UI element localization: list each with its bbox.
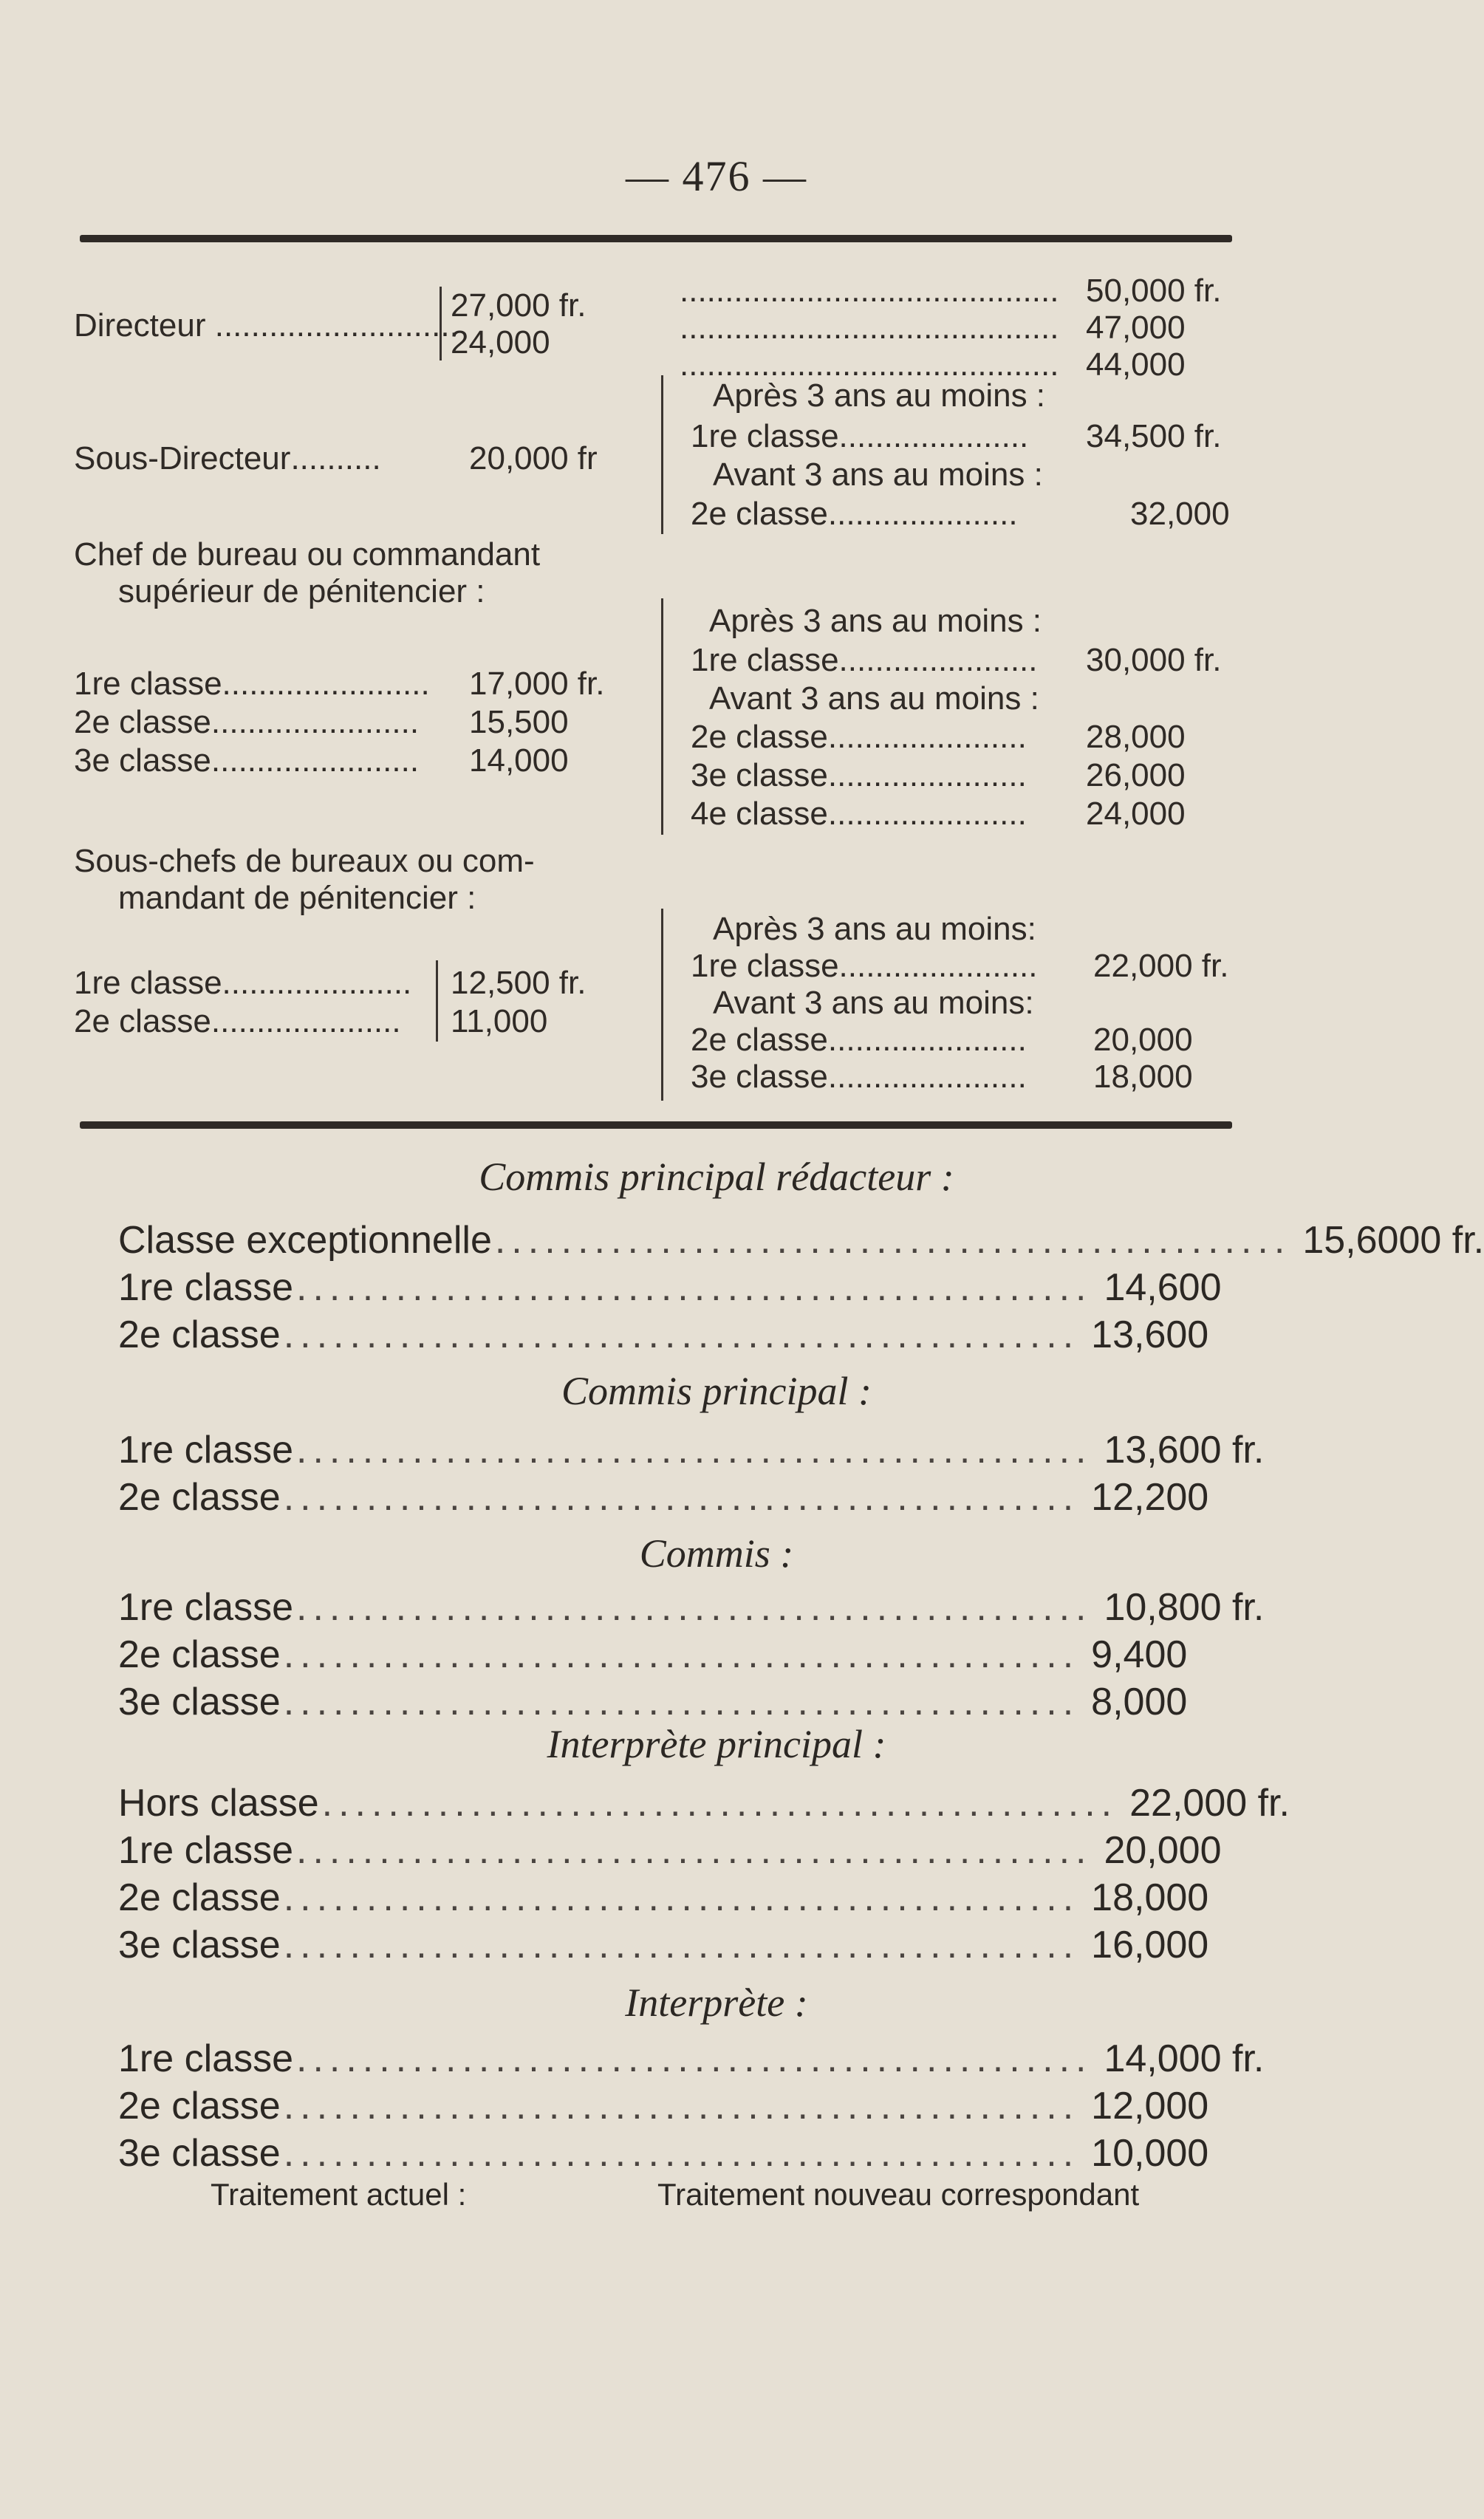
chef-bureau-new-class-1: 1re classe...................... [691, 642, 1038, 678]
sous-chefs-heading-2: mandant de pénitencier : [118, 880, 476, 916]
table-row: 2e classe ................................................ 12,000 [118, 2085, 1209, 2127]
sous-chefs-new-class-1: 1re classe...................... [691, 948, 1038, 984]
sous-directeur-label: Sous-Directeur.......... [74, 440, 381, 476]
chef-bureau-before: Avant 3 ans au moins : [709, 680, 1039, 717]
table-row: 3e classe ................................................ 8,000 [118, 1681, 1188, 1723]
brace [661, 375, 663, 534]
footer-right: Traitement nouveau correspondant [657, 2177, 1140, 2212]
sous-directeur-class-2: 2e classe..................... [691, 496, 1018, 532]
section-title: Interprète principal : [547, 1722, 886, 1766]
directeur-label: Directeur ........................... [74, 307, 459, 344]
table-row: 3e classe ................................................ 16,000 [118, 1924, 1209, 1966]
directeur-new-value-3: 44,000 [1086, 346, 1186, 383]
brace [661, 909, 663, 1101]
chef-bureau-new-value-3: 26,000 [1086, 757, 1186, 793]
brace [436, 960, 438, 1042]
chef-bureau-current-3: 14,000 [469, 742, 569, 779]
chef-bureau-class-2: 2e classe....................... [74, 704, 420, 740]
table-row: 1re classe ................................................ 13,600 fr. [118, 1429, 1265, 1472]
sous-directeur-value-2: 32,000 [1130, 496, 1230, 532]
section-title: Commis principal rédacteur : [479, 1155, 954, 1199]
directeur-new-1: .......................................... [680, 273, 1059, 309]
sous-chefs-current-2: 11,000 [451, 1003, 548, 1039]
sous-directeur-class-1: 1re classe..................... [691, 418, 1029, 454]
chef-bureau-after: Après 3 ans au moins : [709, 603, 1042, 639]
sous-chefs-after: Après 3 ans au moins: [713, 911, 1036, 947]
footer-left: Traitement actuel : [211, 2177, 467, 2212]
section-title: Interprète : [625, 1980, 808, 2025]
chef-bureau-new-class-4: 4e classe...................... [691, 796, 1027, 832]
sous-chefs-class-2: 2e classe..................... [74, 1003, 401, 1039]
chef-bureau-new-value-1: 30,000 fr. [1086, 642, 1222, 678]
sous-chefs-new-class-2: 2e classe...................... [691, 1022, 1027, 1058]
chef-bureau-class-1: 1re classe....................... [74, 666, 430, 702]
sous-chefs-before: Avant 3 ans au moins: [713, 985, 1034, 1021]
directeur-current-1: 27,000 fr. [451, 287, 587, 324]
chef-bureau-class-3: 3e classe....................... [74, 742, 420, 779]
chef-bureau-heading-2: supérieur de pénitencier : [118, 573, 485, 609]
sous-chefs-new-class-3: 3e classe...................... [691, 1059, 1027, 1095]
sous-chefs-new-value-2: 20,000 [1093, 1022, 1193, 1058]
chef-bureau-new-value-4: 24,000 [1086, 796, 1186, 832]
brace [440, 287, 442, 360]
table-row: 2e classe ................................................ 18,000 [118, 1876, 1209, 1919]
table-row: Classe exceptionnelle ................................................ 15,6000 fr. [118, 1219, 1484, 1262]
sous-chefs-heading-1: Sous-chefs de bureaux ou com- [74, 843, 535, 879]
table-row: Hors classe ................................................ 22,000 fr. [118, 1782, 1290, 1825]
chef-bureau-new-class-3: 3e classe...................... [691, 757, 1027, 793]
directeur-new-value-1: 50,000 fr. [1086, 273, 1222, 309]
chef-bureau-heading-1: Chef de bureau ou commandant [74, 536, 541, 572]
chef-bureau-new-class-2: 2e classe...................... [691, 719, 1027, 755]
page-number: — 476 — [626, 152, 807, 200]
sous-directeur-before: Avant 3 ans au moins : [713, 457, 1043, 493]
sous-directeur-after: Après 3 ans au moins : [713, 377, 1046, 414]
table-row: 1re classe ................................................ 20,000 [118, 1829, 1222, 1872]
top-rule [80, 235, 1232, 242]
table-row: 2e classe ................................................ 13,600 [118, 1313, 1209, 1356]
middle-rule [80, 1121, 1232, 1129]
directeur-new-2: .......................................... [680, 310, 1059, 346]
table-row: 2e classe ................................................ 9,400 [118, 1633, 1188, 1676]
directeur-new-3: .......................................... [680, 346, 1059, 383]
section-title: Commis principal : [561, 1369, 872, 1413]
sous-chefs-class-1: 1re classe..................... [74, 965, 412, 1001]
sous-chefs-current-1: 12,500 fr. [451, 965, 587, 1001]
table-row: 1re classe ................................................ 14,000 fr. [118, 2037, 1265, 2080]
directeur-new-value-2: 47,000 [1086, 310, 1186, 346]
table-row: 1re classe ................................................ 10,800 fr. [118, 1586, 1265, 1629]
table-row: 2e classe ................................................ 12,200 [118, 1476, 1209, 1519]
sous-chefs-new-value-1: 22,000 fr. [1093, 948, 1229, 984]
sous-chefs-new-value-3: 18,000 [1093, 1059, 1193, 1095]
table-row: 3e classe ................................................ 10,000 [118, 2132, 1209, 2175]
chef-bureau-current-2: 15,500 [469, 704, 569, 740]
directeur-current-2: 24,000 [451, 324, 550, 360]
sous-directeur-value-1: 34,500 fr. [1086, 418, 1222, 454]
chef-bureau-new-value-2: 28,000 [1086, 719, 1186, 755]
brace [661, 598, 663, 835]
section-title: Commis : [639, 1531, 794, 1576]
chef-bureau-current-1: 17,000 fr. [469, 666, 605, 702]
sous-directeur-current: 20,000 fr [469, 440, 598, 476]
table-row: 1re classe ................................................ 14,600 [118, 1266, 1222, 1309]
